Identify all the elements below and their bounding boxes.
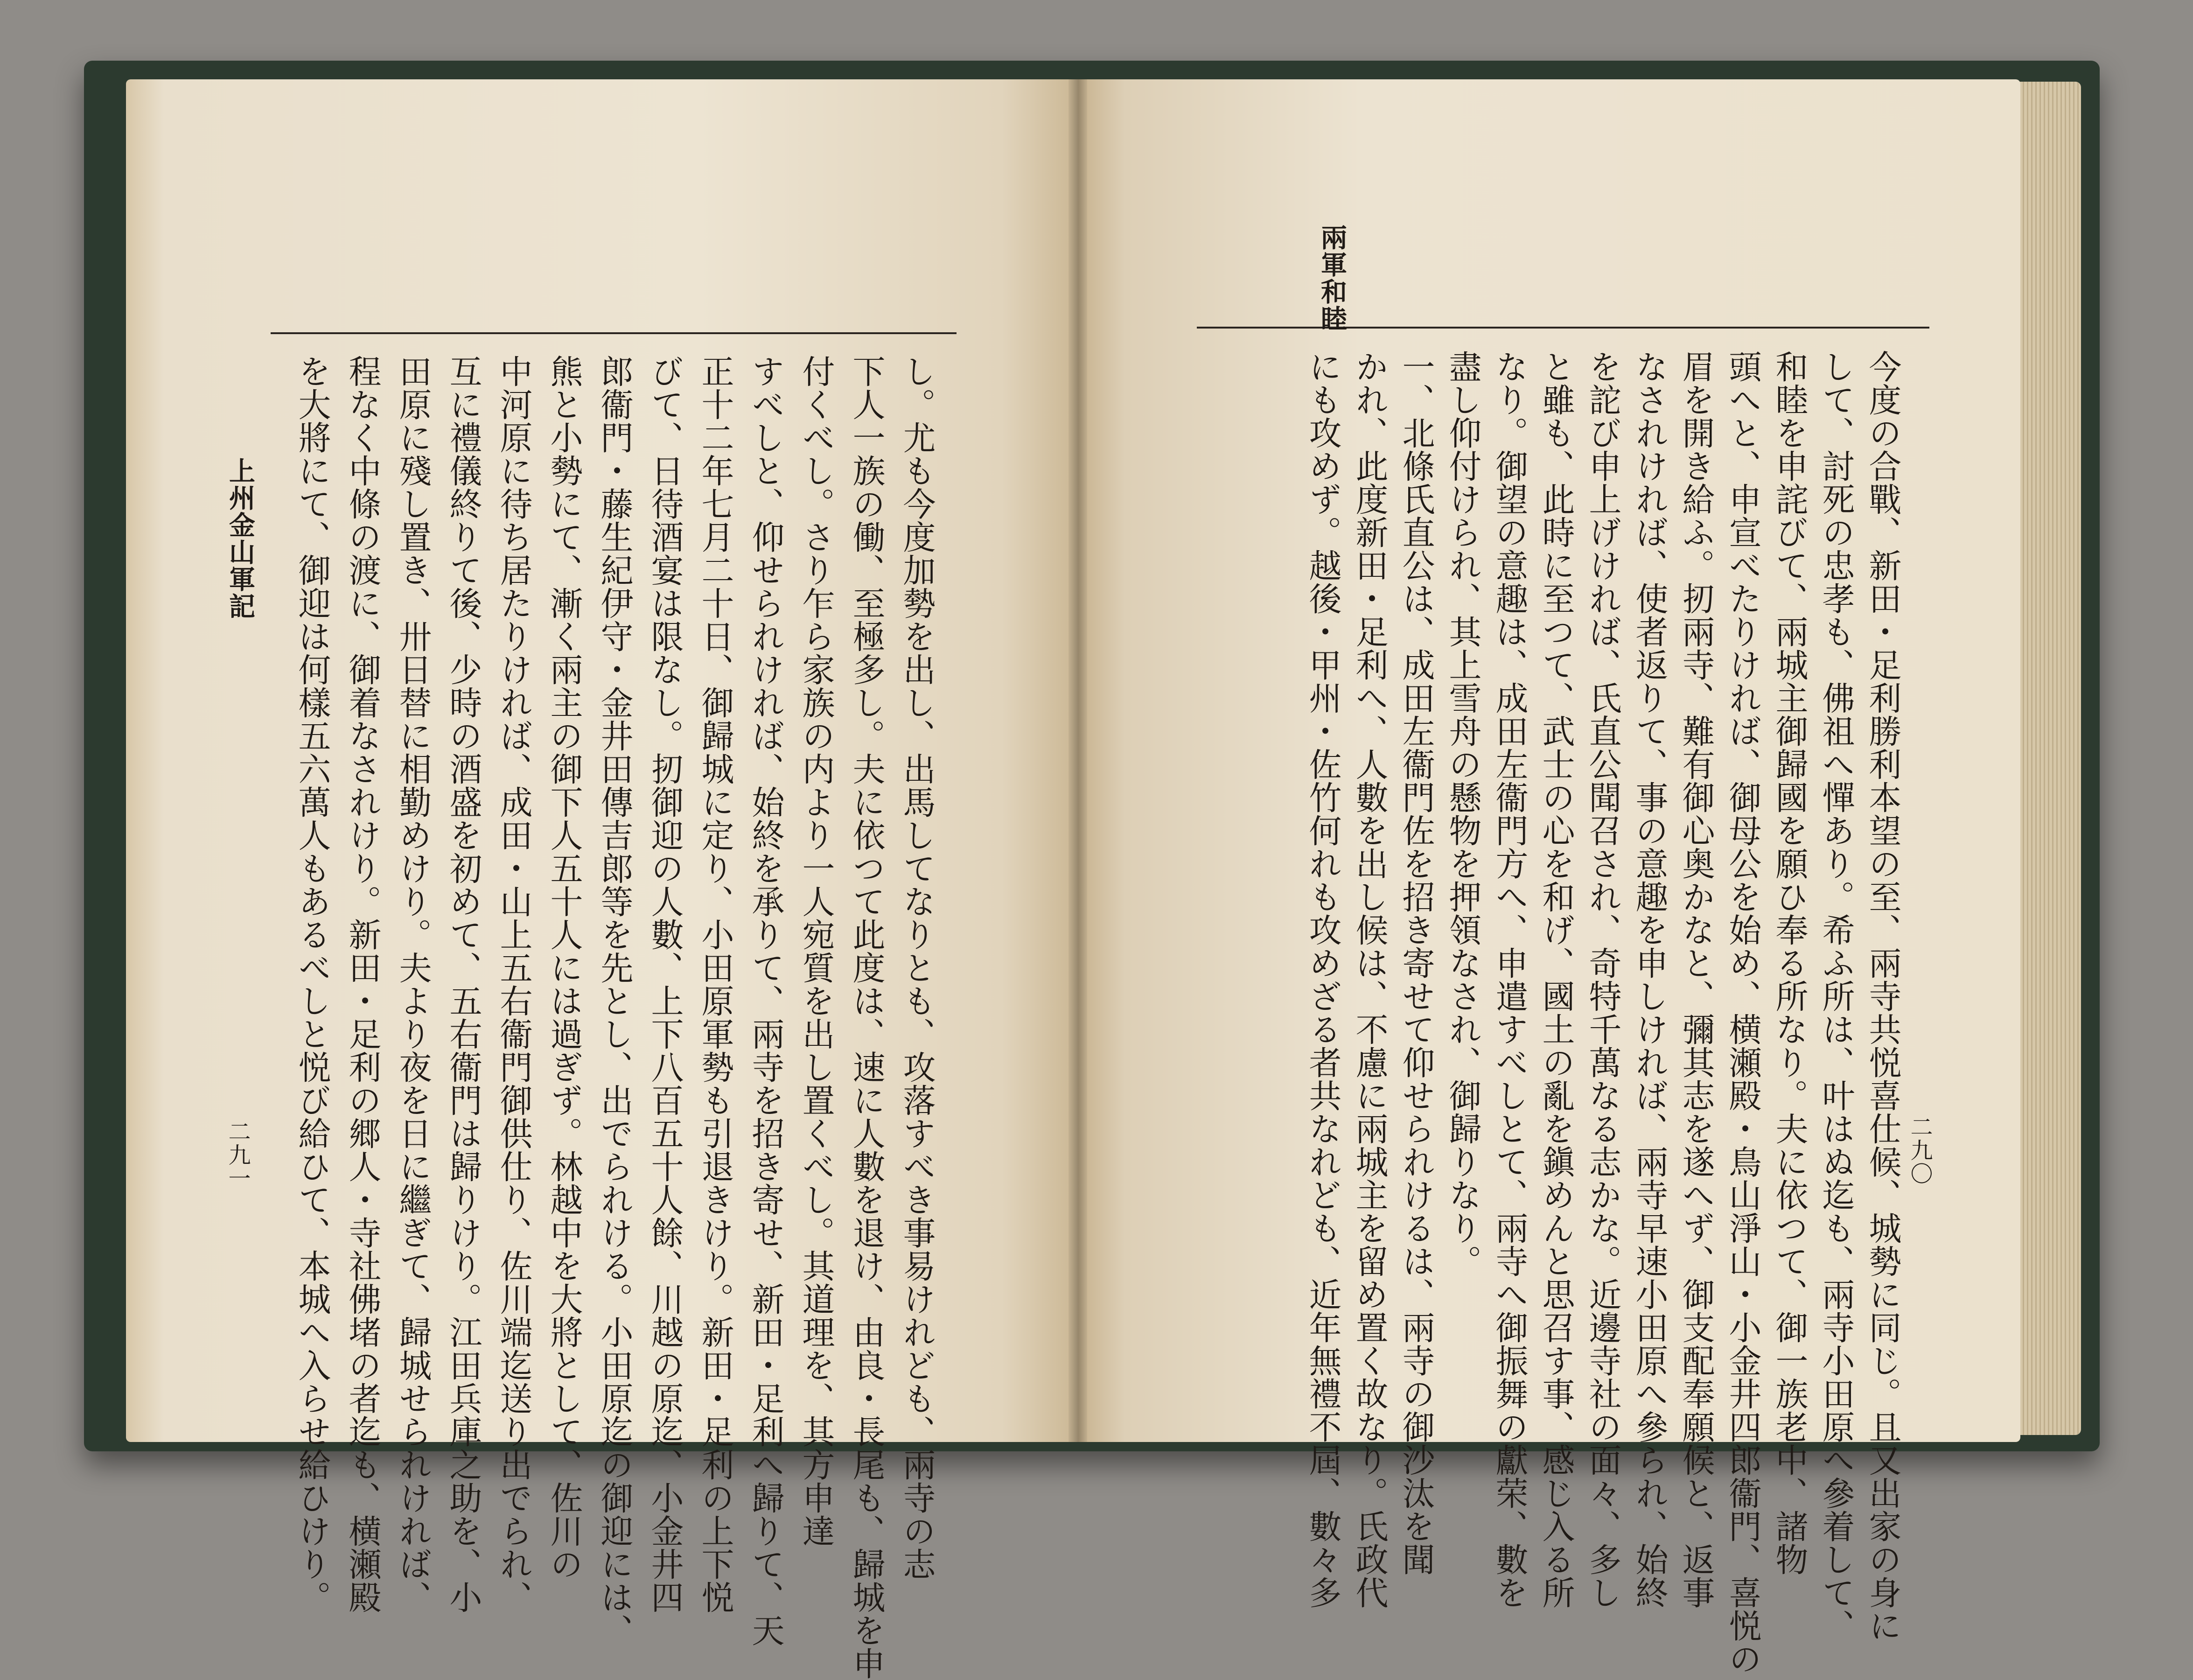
text-column: 付くべし。さり乍ら家族の内より一人宛質を出し置くべし。其道理を、其方申達 — [797, 355, 835, 1547]
left-header-rule — [271, 332, 957, 334]
text-column: 郎衞門・藤生紀伊守・金井田傳吉郎等を先とし、出でられける。小田原迄の御迎には、 — [595, 355, 634, 1647]
text-column: し。尤も今度加勢を出し、出馬してなりとも、攻落すべき事易けれども、兩寺の志 — [898, 355, 936, 1581]
page-edges — [2016, 82, 2081, 1435]
text-column: 下人一族の働、至極多し。夫に依つて此度は、速に人數を退け、由良・長尾も、歸城を申 — [847, 355, 886, 1680]
text-column: 眉を開き給ふ。扨兩寺、難有御心奥かなと、彌其志を遂へず、御支配奉願候と、返事 — [1677, 350, 1715, 1609]
left-running-head: 上州金山軍記 — [225, 457, 256, 620]
text-column: 正十二年七月二十日、御歸城に定り、小田原軍勢も引退きけり。新田・足利の上下悦 — [696, 355, 734, 1614]
text-column: 熊と小勢にて、漸く兩主の御下人五十人には過ぎず。林越中を大將として、佐川の — [545, 355, 583, 1581]
book-gutter — [1069, 79, 1087, 1442]
text-column: を詑び申上げければ、氏直公聞召され、奇特千萬なる志かな。近邊寺社の面々、多し — [1584, 350, 1622, 1609]
text-column: して、討死の忠孝も、佛祖へ憚あり。希ふ所は、叶はぬ迄も、兩寺小田原へ參着して、 — [1817, 350, 1855, 1642]
right-section-title: 兩軍和睦 — [1317, 224, 1348, 332]
text-column: 田原に殘し置き、卅日替に相勤めけり。夫より夜を日に繼ぎて、歸城せられければ、 — [394, 355, 432, 1614]
text-column: 今度の合戰、新田・足利勝利本望の至、兩寺共悦喜仕候、城勢に同じ。且又出家の身に — [1864, 350, 1902, 1642]
left-page-number: 二九一 — [224, 1120, 251, 1190]
text-column: 盡し仰付けられ、其上雪舟の懸物を押領なされ、御歸りなり。 — [1444, 350, 1482, 1278]
text-column: と雖も、此時に至つて、武士の心を和げ、國土の亂を鎭めんと思召す事、感じ入る所 — [1537, 350, 1575, 1609]
text-column: かれ、此度新田・足利へ、人數を出し候は、不慮に兩城主を留め置く故なり。氏政代 — [1350, 350, 1389, 1609]
text-column: にも攻めず。越後・甲州・佐竹何れも攻めざる者共なれども、近年無禮不屆、數々多 — [1304, 350, 1342, 1609]
right-page-number: 二九〇 — [1907, 1115, 1933, 1185]
text-column: を大將にて、御迎は何樣五六萬人もあるべしと悦び給ひて、本城へ入らせ給ひけり。 — [293, 355, 331, 1614]
text-column: 和睦を申詫びて、兩城主御歸國を願ひ奉る所なり。夫に依つて、御一族老中、諸物 — [1770, 350, 1809, 1576]
text-column: 頭へと、申宣べたりければ、御母公を始め、横瀬殿・鳥山淨山・小金井四郎衞門、喜悦の — [1724, 350, 1762, 1675]
text-column: 一、北條氏直公は、成田左衞門佐を招き寄せて仰せられけるは、兩寺の御沙汰を聞 — [1397, 350, 1435, 1576]
text-column: 中河原に待ち居たりければ、成田・山上五右衞門御供仕り、佐川端迄送り出でられ、 — [495, 355, 533, 1614]
text-column: 互に禮儀終りて後、少時の酒盛を初めて、五右衞門は歸りけり。江田兵庫之助を、小 — [444, 355, 482, 1614]
text-column: 程なく中條の渡に、御着なされけり。新田・足利の郷人・寺社佛堵の者迄も、横瀬殿 — [343, 355, 382, 1614]
right-header-rule — [1197, 327, 1929, 329]
text-column: びて、日待酒宴は限なし。扨御迎の人數、上下八百五十人餘、川越の原迄、小金井四 — [646, 355, 684, 1614]
text-column: すべしと、仰せられければ、始終を承りて、兩寺を招き寄せ、新田・足利へ歸りて、天 — [747, 355, 785, 1647]
text-column: なされければ、使者返りて、事の意趣を申しければ、兩寺早速小田原へ參られ、始終 — [1630, 350, 1669, 1609]
text-column: なり。御望の意趣は、成田左衞門方へ、申遣すべしとて、兩寺へ御振舞の獻荣、數を — [1490, 350, 1529, 1609]
